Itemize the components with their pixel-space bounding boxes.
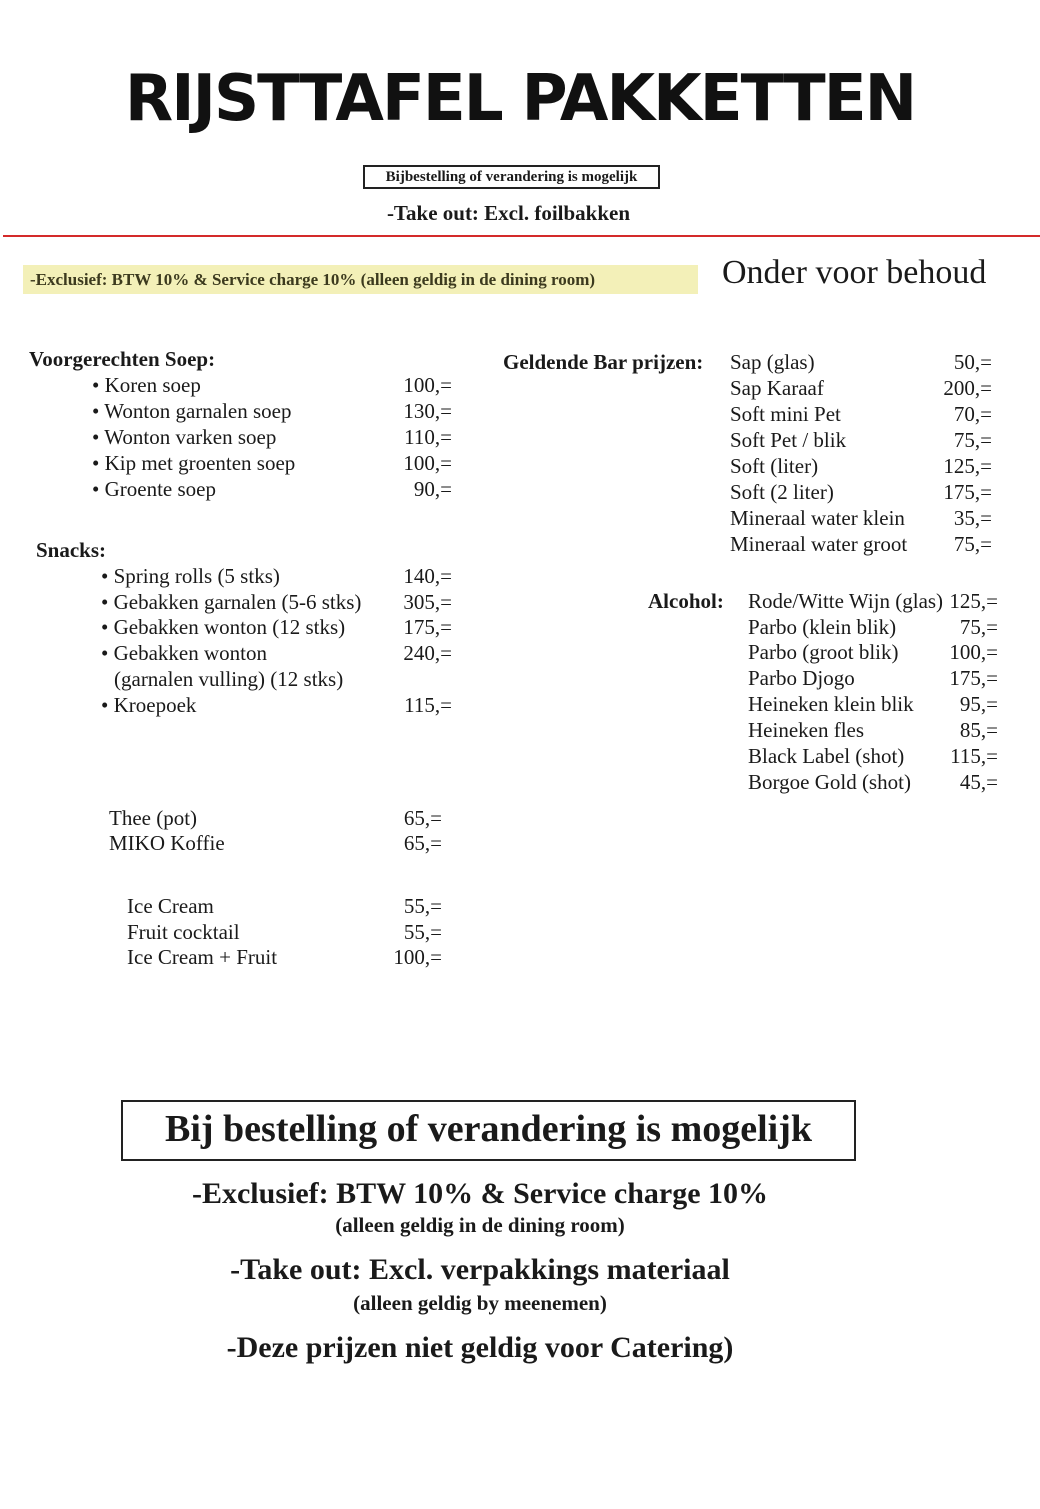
list-item: Sap (glas) [730,350,815,374]
bar-heading: Geldende Bar prijzen: [503,350,704,374]
bottom-exclusive: -Exclusief: BTW 10% & Service charge 10% [191,1177,769,1210]
list-item: • Gebakken garnalen (5-6 stks) [101,590,362,614]
item-price: 130,= [403,399,452,423]
list-item: • Wonton garnalen soep [92,399,292,423]
item-price: 85,= [959,718,998,742]
list-item: Soft (liter) [730,454,819,478]
item-price: 175,= [943,480,992,504]
list-item: • Koren soep [92,373,201,397]
item-price: 55,= [403,894,442,918]
soups-heading: Voorgerechten Soep: [29,347,216,371]
list-item: Fruit cocktail [127,920,240,944]
list-item: Sap Karaaf [730,376,824,400]
item-price: 100,= [949,640,998,664]
top-notice-box: Bijbestelling of verandering is mogelijk [363,165,660,189]
item-price: 175,= [949,666,998,690]
list-item: Parbo (groot blik) [748,640,899,664]
list-item: Black Label (shot) [748,744,905,768]
list-item: MIKO Koffie [109,831,225,855]
list-item: • Wonton varken soep [92,425,277,449]
item-price: 65,= [403,806,442,830]
item-price: 100,= [393,945,442,969]
item-price: 90,= [413,477,452,501]
list-item: Rode/Witte Wijn (glas) [748,589,944,613]
item-price: 240,= [403,641,452,665]
divider-line [3,235,1040,237]
list-item: • Spring rolls (5 stks) [101,564,280,588]
item-price: 50,= [953,350,992,374]
top-takeout-note: -Take out: Excl. foilbakken [386,201,631,225]
list-item: Borgoe Gold (shot) [748,770,911,794]
item-price: 55,= [403,920,442,944]
list-item: • Gebakken wonton (12 stks) [101,615,346,639]
item-price: 110,= [404,425,452,449]
list-item: • Gebakken wonton [101,641,267,665]
item-price: 100,= [403,373,452,397]
list-item: Thee (pot) [109,806,198,830]
list-item: Parbo (klein blik) [748,615,897,639]
item-price: 115,= [404,693,452,717]
list-item: Mineraal water klein [730,506,905,530]
item-price: 35,= [953,506,992,530]
list-item: • Kroepoek [101,693,197,717]
page-title: RIJSTTAFEL PAKKETTEN [124,62,916,136]
item-price: 95,= [959,692,998,716]
list-item: Parbo Djogo [748,666,855,690]
list-item: Heineken klein blik [748,692,914,716]
bottom-takeout-note: (alleen geldig by meenemen) [353,1291,607,1315]
snacks-heading: Snacks: [36,538,107,562]
item-price: 75,= [959,615,998,639]
list-item: • Groente soep [92,477,216,501]
item-price: 100,= [403,451,452,475]
list-item: Soft Pet / blik [730,428,847,452]
list-item: Soft (2 liter) [730,480,834,504]
alcohol-heading: Alcohol: [648,589,724,613]
item-price: 305,= [403,590,452,614]
bottom-catering: -Deze prijzen niet geldig voor Catering) [226,1331,734,1364]
item-price: 125,= [943,454,992,478]
item-price: 70,= [953,402,992,426]
item-price: 115,= [950,744,998,768]
list-item: Mineraal water groot [730,532,908,556]
item-price: 75,= [953,428,992,452]
list-item: • Kip met groenten soep [92,451,296,475]
list-item: Ice Cream + Fruit [127,945,278,969]
item-price: 125,= [949,589,998,613]
item-price: 65,= [403,831,442,855]
item-price: 75,= [953,532,992,556]
list-item: (garnalen vulling) (12 stks) [114,667,344,691]
onder-voorbehoud: Onder voor behoud [722,254,987,291]
item-price: 175,= [403,615,452,639]
bottom-exclusive-note: (alleen geldig in de dining room) [335,1213,625,1237]
bottom-takeout: -Take out: Excl. verpakkings materiaal [230,1253,730,1286]
bottom-notice-box: Bij bestelling of verandering is mogelijk [121,1100,856,1161]
list-item: Soft mini Pet [730,402,841,426]
exclusive-notice: -Exclusief: BTW 10% & Service charge 10% (alleen geldig in de dining room) [23,265,698,294]
item-price: 140,= [403,564,452,588]
list-item: Heineken fles [748,718,865,742]
list-item: Ice Cream [127,894,214,918]
item-price: 200,= [943,376,992,400]
item-price: 45,= [959,770,998,794]
